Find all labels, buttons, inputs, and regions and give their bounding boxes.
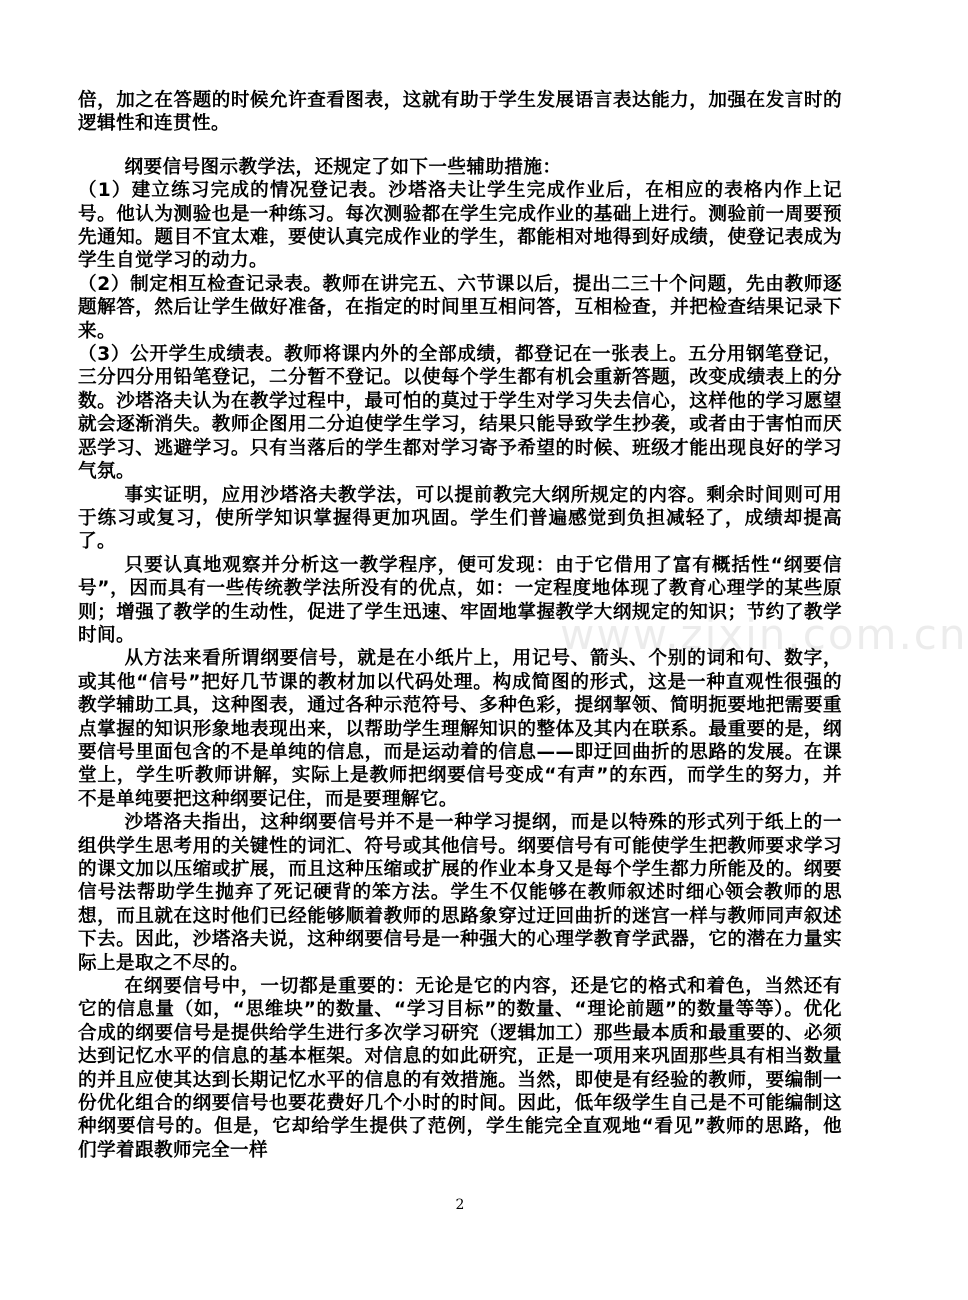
- list-item-3: （3）公开学生成绩表。教师将课内外的全部成绩，都登记在一张表上。五分用钢笔登记，三分四分用铅笔登记，二分暂不登记。以使每个学生都有机会重新答题，改变成绩表上的分数。沙塔洛夫认为在教学过程中，最可怕的莫过于学生对学习失去信心，这样他的学习愿望就会逐渐消失。教师企图用二分迫使学生学习，结果只能导致学生抄袭，或者由于害怕而厌恶学习、逃避学习。只有当落后的学生都对学习寄予希望的时候、班级才能出现良好的学习气氛。: [78, 344, 842, 483]
- document-body: [78, 89, 842, 1162]
- paragraph-4: 只要认真地观察并分析这一教学程序，便可发现：由于它借用了富有概括性“纲要信号”，因而具有一些传统教学法所没有的优点，如：一定程度地体现了教育心理学的某些原则；增强了教学的生动性，促进了学生迅速、牢固地掌握教学大纲规定的知识；节约了教学时间。: [78, 554, 842, 646]
- list-item-1: （1）建立练习完成的情况登记表。沙塔洛夫让学生完成作业后，在相应的表格内作上记号。他认为测验也是一种练习。每次测验都在学生完成作业的基础上进行。测验前一周要预先通知。题目不宜太难，要使认真完成作业的学生，都能相对地得到好成绩，使登记表成为学生自觉学习的动力。: [78, 180, 842, 272]
- list-item-2: （2）制定相互检查记录表。教师在讲完五、六节课以后，提出二三十个问题，先由教师逐题解答，然后让学生做好准备，在指定的时间里互相问答，互相检查，并把检查结果记录下来。: [78, 273, 842, 342]
- paragraph-5: 从方法来看所谓纲要信号，就是在小纸片上，用记号、箭头、个别的词和句、数字，或其他“信号”把好几节课的教材加以代码处理。构成简图的形式，这是一种直观性很强的教学辅助工具，这种图表，通过各种示范符号、多种色彩，提纲挈领、简明扼要地把需要重点掌握的知识形象地表现出来，以帮助学生理解知识的整体及其内在联系。最重要的是，纲要信号里面包含的不是单纯的信息，而是运动着的信息——即迂回曲折的思路的发展。在课堂上，学生听教师讲解，实际上是教师把纲要信号变成“有声”的东西，而学生的努力，并不是单纯要把这种纲要记住，而是要理解它。: [78, 648, 842, 810]
- page-number: 2: [455, 1197, 465, 1213]
- paragraph-3: 事实证明，应用沙塔洛夫教学法，可以提前教完大纲所规定的内容。剩余时间则可用于练习或复习，使所学知识掌握得更加巩固。学生们普遍感觉到负担减轻了，成绩却提高了。: [78, 484, 842, 553]
- paragraph-6: 沙塔洛夫指出，这种纲要信号并不是一种学习提纲，而是以特殊的形式列于纸上的一组供学生思考用的关键性的词汇、符号或其他信号。纲要信号有可能使学生把教师要求学习的课文加以压缩或扩展，而且这种压缩或扩展的作业本身又是每个学生都力所能及的。纲要信号法帮助学生抛弃了死记硬背的笨方法。学生不仅能够在教师叙述时细心领会教师的思想，而且就在这时他们已经能够顺着教师的思路象穿过迂回曲折的迷宫一样与教师同声叙述下去。因此，沙塔洛夫说，这种纲要信号是一种强大的心理学教育学武器，它的潜在力量实际上是取之不尽的。: [78, 812, 842, 974]
- watermark: www.zixin.com.cn: [560, 610, 968, 659]
- paragraph-1: 倍，加之在答题的时候允许查看图表，这就有助于学生发展语言表达能力，加强在发言时的逻辑性和连贯性。: [78, 90, 842, 135]
- paragraph-7: 在纲要信号中，一切都是重要的：无论是它的内容，还是它的格式和着色，当然还有它的信息量（如，“思维块”的数量、“学习目标”的数量、“理论前题”的数量等等）。优化合成的纲要信号是提供给学生进行多次学习研究（逻辑加工）那些最本质和最重要的、必须达到记忆水平的信息的基本框架。对信息的如此研究，正是一项用来巩固那些具有相当数量的并且应使其达到长期记忆水平的信息的有效措施。当然，即使是有经验的教师，要编制一份优化组合的纲要信号也要花费好几个小时的时间。因此，低年级学生自己是不可能编制这种纲要信号的。但是，它却给学生提供了范例，学生能完全直观地“看见”教师的思路，他们学着跟教师完全一样: [78, 976, 842, 1161]
- paragraph-2: 纲要信号图示教学法，还规定了如下一些辅助措施：: [124, 156, 562, 178]
